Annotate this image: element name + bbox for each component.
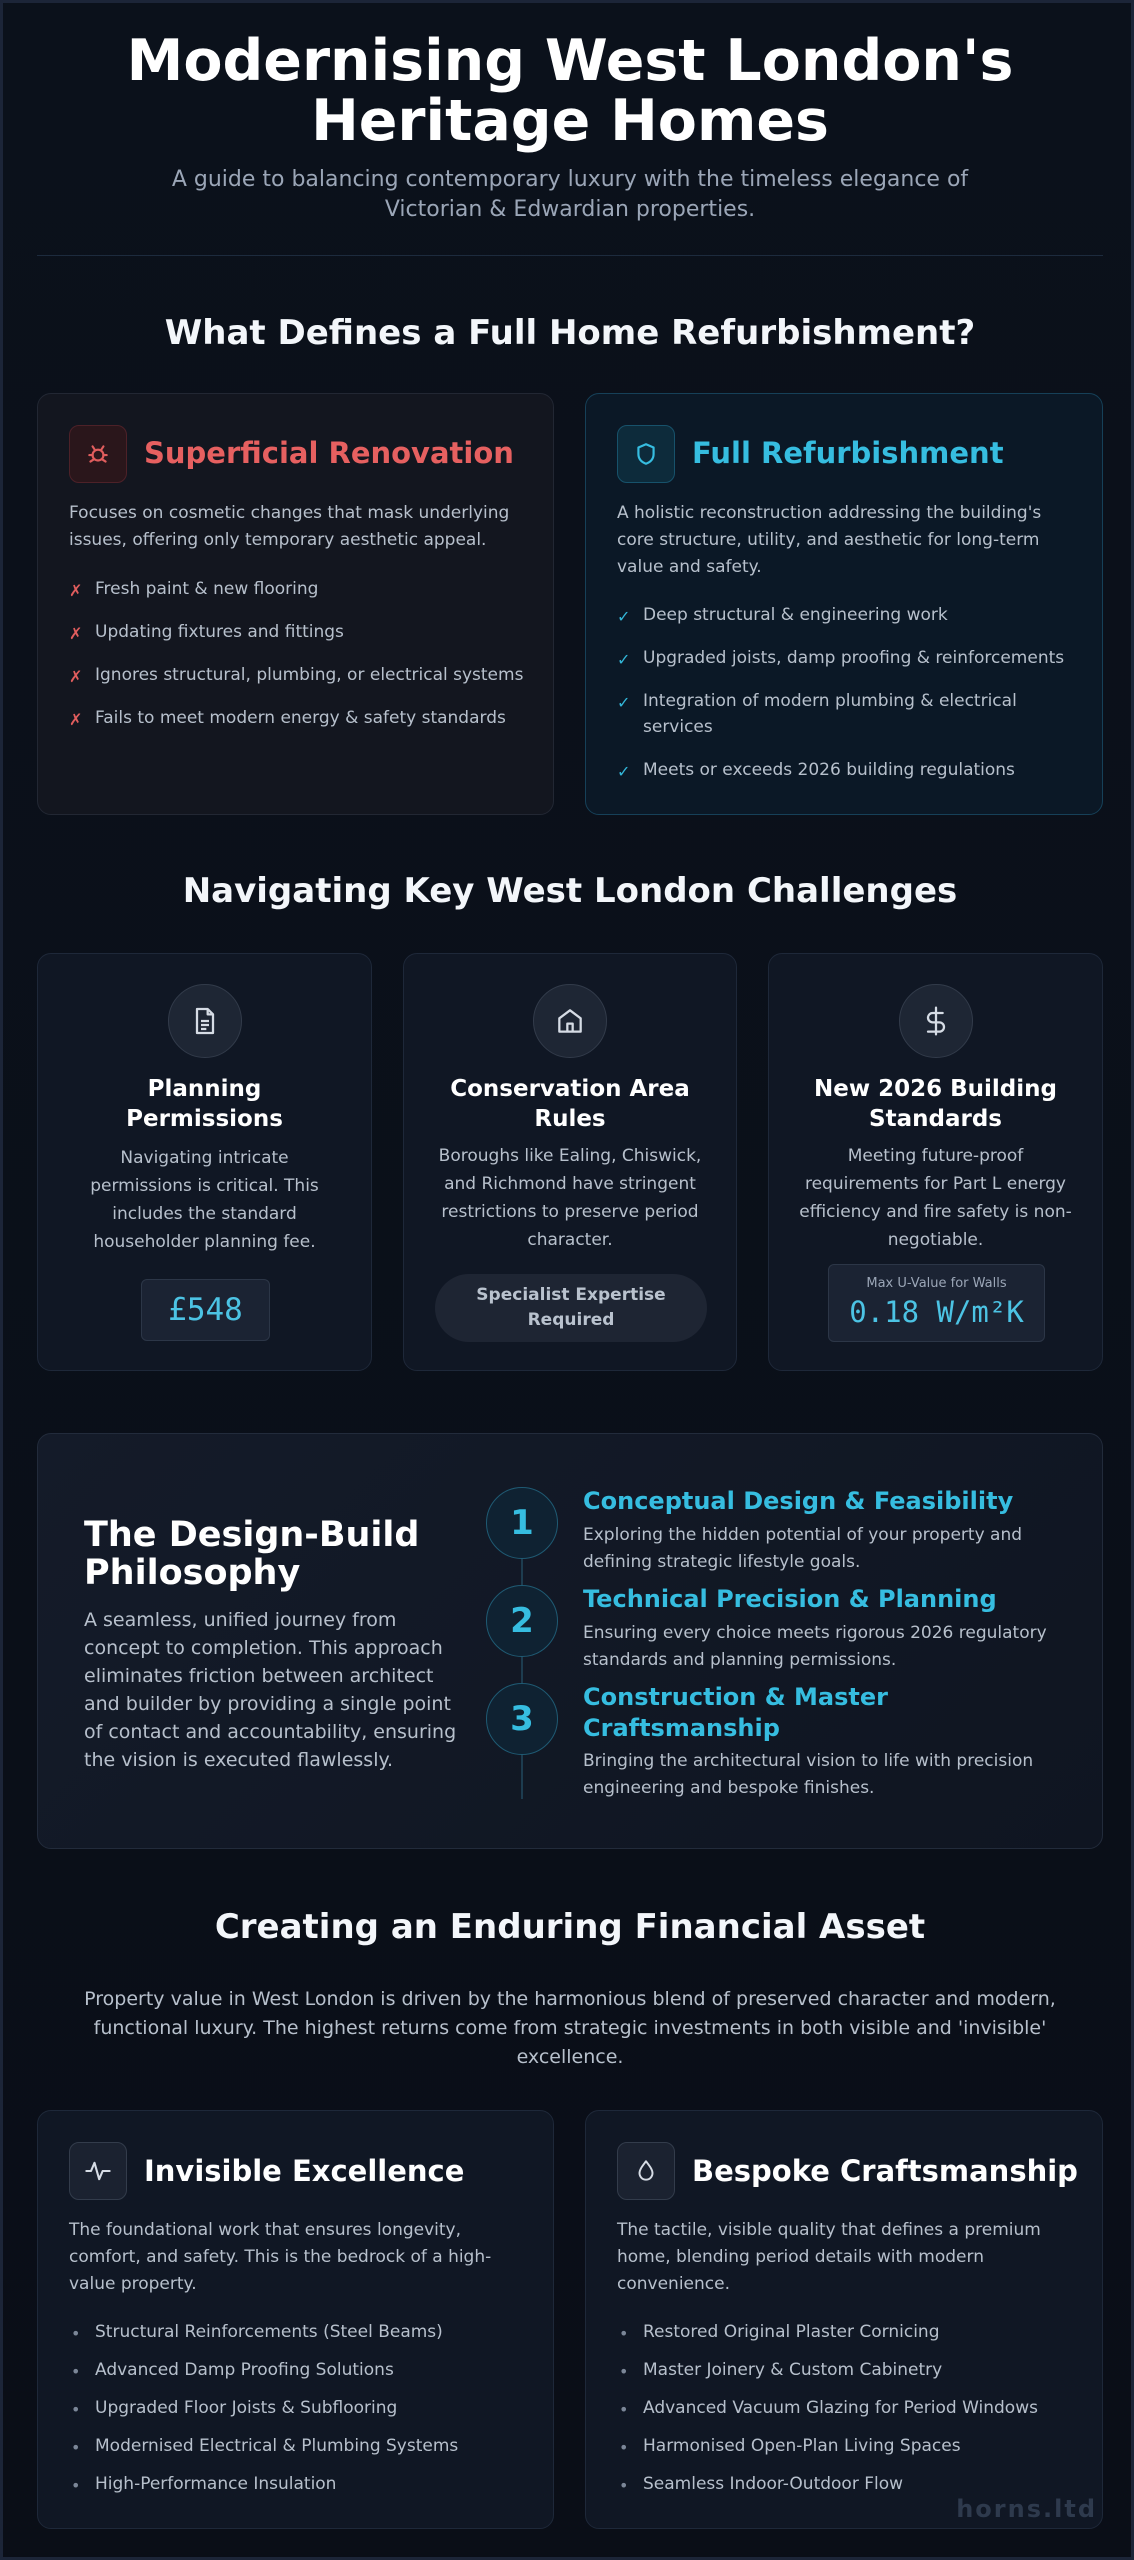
superficial-list xyxy=(69,576,539,731)
home-icon xyxy=(533,984,607,1058)
shield-icon xyxy=(617,425,675,483)
design-build-title: The Design-Build Philosophy xyxy=(84,1515,420,1593)
step-number-3: 3 xyxy=(486,1683,558,1755)
conservation-card-description: Boroughs like Ealing, Chiswick, and Richmond have stringent restrictions to preserve period character. xyxy=(438,1146,702,1250)
invisible-list xyxy=(69,2319,539,2497)
list-item: • High-Performance Insulation xyxy=(69,2471,539,2497)
list-item: • Upgraded Floor Joists & Subflooring xyxy=(69,2395,539,2421)
list-item: • Harmonised Open-Plan Living Spaces xyxy=(617,2433,1087,2459)
list-item: • Structural Reinforcements (Steel Beams) xyxy=(69,2319,539,2345)
standards-card-description: Meeting future-proof requirements for Part L energy efficiency and fire safety is non-negotiable. xyxy=(799,1146,1072,1250)
invisible-excellence-card xyxy=(37,2110,554,2529)
bullet-icon: • xyxy=(71,2324,81,2343)
u-value: 0.18 W/m²K xyxy=(849,1295,1024,1329)
brand-watermark: horns.ltd xyxy=(956,2495,1097,2523)
u-value-label: Max U-Value for Walls xyxy=(866,1276,1007,1291)
planning-card-title: Planning Permissions xyxy=(126,1076,283,1132)
page-subtitle: A guide to balancing contemporary luxury with the timeless elegance of Victorian & Edwardian properties. xyxy=(171,167,969,222)
list-item: ✓ Upgraded joists, damp proofing & reinforcements xyxy=(617,645,1077,671)
page-header xyxy=(37,28,1103,225)
step-description-3: Bringing the architectural vision to life with precision engineering and bespoke finishes. xyxy=(583,1751,1034,1798)
refurbishment-section-title: What Defines a Full Home Refurbishment? xyxy=(164,313,976,353)
design-build-card xyxy=(37,1433,1103,1849)
dollar-icon xyxy=(899,984,973,1058)
bullet-icon: • xyxy=(71,2476,81,2495)
list-item: • Master Joinery & Custom Cabinetry xyxy=(617,2357,1087,2383)
list-item: ✓ Deep structural & engineering work xyxy=(617,602,1077,628)
step-number-1: 1 xyxy=(486,1487,558,1559)
x-icon: ✗ xyxy=(69,710,83,729)
bullet-icon: • xyxy=(71,2438,81,2457)
check-icon: ✓ xyxy=(617,762,631,781)
bespoke-card-title: Bespoke Craftsmanship xyxy=(692,2154,1078,2188)
check-icon: ✓ xyxy=(617,650,631,669)
step-title-2: Technical Precision & Planning xyxy=(583,1585,997,1613)
bullet-icon: • xyxy=(619,2362,629,2381)
standards-card-title: New 2026 Building Standards xyxy=(814,1076,1057,1132)
list-item: • Restored Original Plaster Cornicing xyxy=(617,2319,1087,2345)
x-icon: ✗ xyxy=(69,667,83,686)
financial-description: Property value in West London is driven by the harmonious blend of preserved character and modern, functional luxury. The highest returns come from strategic investments in both visible and 'invisible' excellence. xyxy=(84,1988,1056,2068)
page-title: Modernising West London's Heritage Homes xyxy=(126,28,1014,154)
pulse-icon xyxy=(69,2142,127,2200)
full-list xyxy=(617,602,1077,783)
header-divider xyxy=(37,255,1103,256)
design-build-description: A seamless, unified journey from concept to completion. This approach eliminates friction between architect and builder by providing a single point of contact and accountability, ensuring the vision is executed flawlessly. xyxy=(84,1609,457,1771)
bullet-icon: • xyxy=(71,2400,81,2419)
list-item: • Advanced Damp Proofing Solutions xyxy=(69,2357,539,2383)
building-standards-card xyxy=(768,953,1103,1371)
bullet-icon: • xyxy=(619,2476,629,2495)
list-item: ✓ Integration of modern plumbing & electrical services xyxy=(617,691,1017,737)
check-icon: ✓ xyxy=(617,693,631,712)
list-item: ✗ Ignores structural, plumbing, or electrical systems xyxy=(69,662,539,688)
superficial-card-title: Superficial Renovation xyxy=(144,436,514,470)
bespoke-list xyxy=(617,2319,1087,2497)
full-card-title: Full Refurbishment xyxy=(692,436,1004,470)
list-item: • Seamless Indoor-Outdoor Flow xyxy=(617,2471,1087,2497)
bullet-icon: • xyxy=(619,2324,629,2343)
list-item: • Advanced Vacuum Glazing for Period Windows xyxy=(617,2395,1087,2421)
planning-card-description: Navigating intricate permissions is critical. This includes the standard householder planning fee. xyxy=(90,1148,319,1252)
step-description-1: Exploring the hidden potential of your property and defining strategic lifestyle goals. xyxy=(583,1525,1023,1572)
superficial-renovation-card xyxy=(37,393,554,815)
bug-icon xyxy=(69,425,127,483)
bespoke-card-description: The tactile, visible quality that defines a premium home, blending period details with modern convenience. xyxy=(617,2220,1041,2294)
superficial-card-description: Focuses on cosmetic changes that mask underlying issues, offering only temporary aesthetic appeal. xyxy=(69,503,510,550)
planning-fee-value: £548 xyxy=(141,1279,270,1341)
challenges-section-title: Navigating Key West London Challenges xyxy=(182,871,958,911)
x-icon: ✗ xyxy=(69,624,83,643)
invisible-card-title: Invisible Excellence xyxy=(144,2154,465,2188)
full-card-description: A holistic reconstruction addressing the building's core structure, utility, and aesthetic for long-term value and safety. xyxy=(617,503,1042,577)
list-item: • Modernised Electrical & Plumbing Systems xyxy=(69,2433,539,2459)
bespoke-craftsmanship-card xyxy=(585,2110,1103,2529)
check-icon: ✓ xyxy=(617,607,631,626)
list-item: ✗ Updating fixtures and fittings xyxy=(69,619,539,645)
step-title-3: Construction & Master Craftsmanship xyxy=(583,1683,888,1742)
bullet-icon: • xyxy=(619,2400,629,2419)
step-title-1: Conceptual Design & Feasibility xyxy=(583,1487,1014,1515)
x-icon: ✗ xyxy=(69,581,83,600)
list-item: ✗ Fails to meet modern energy & safety standards xyxy=(69,705,539,731)
invisible-card-description: The foundational work that ensures longevity, comfort, and safety. This is the bedrock of a high-value property. xyxy=(69,2220,492,2294)
droplet-icon xyxy=(617,2142,675,2200)
bullet-icon: • xyxy=(71,2362,81,2381)
bullet-icon: • xyxy=(619,2438,629,2457)
conservation-card-title: Conservation Area Rules xyxy=(450,1076,690,1132)
full-refurbishment-card xyxy=(585,393,1103,815)
planning-permissions-card xyxy=(37,953,372,1371)
step-number-2: 2 xyxy=(486,1585,558,1657)
specialist-expertise-badge: Specialist Expertise Required xyxy=(435,1274,707,1342)
conservation-area-card xyxy=(403,953,737,1371)
u-value-box xyxy=(828,1264,1045,1342)
list-item: ✗ Fresh paint & new flooring xyxy=(69,576,539,602)
step-description-2: Ensuring every choice meets rigorous 2026 regulatory standards and planning permissions. xyxy=(583,1623,1047,1670)
financial-section-title: Creating an Enduring Financial Asset xyxy=(214,1907,926,1947)
list-item: ✓ Meets or exceeds 2026 building regulations xyxy=(617,757,1077,783)
document-icon xyxy=(168,984,242,1058)
